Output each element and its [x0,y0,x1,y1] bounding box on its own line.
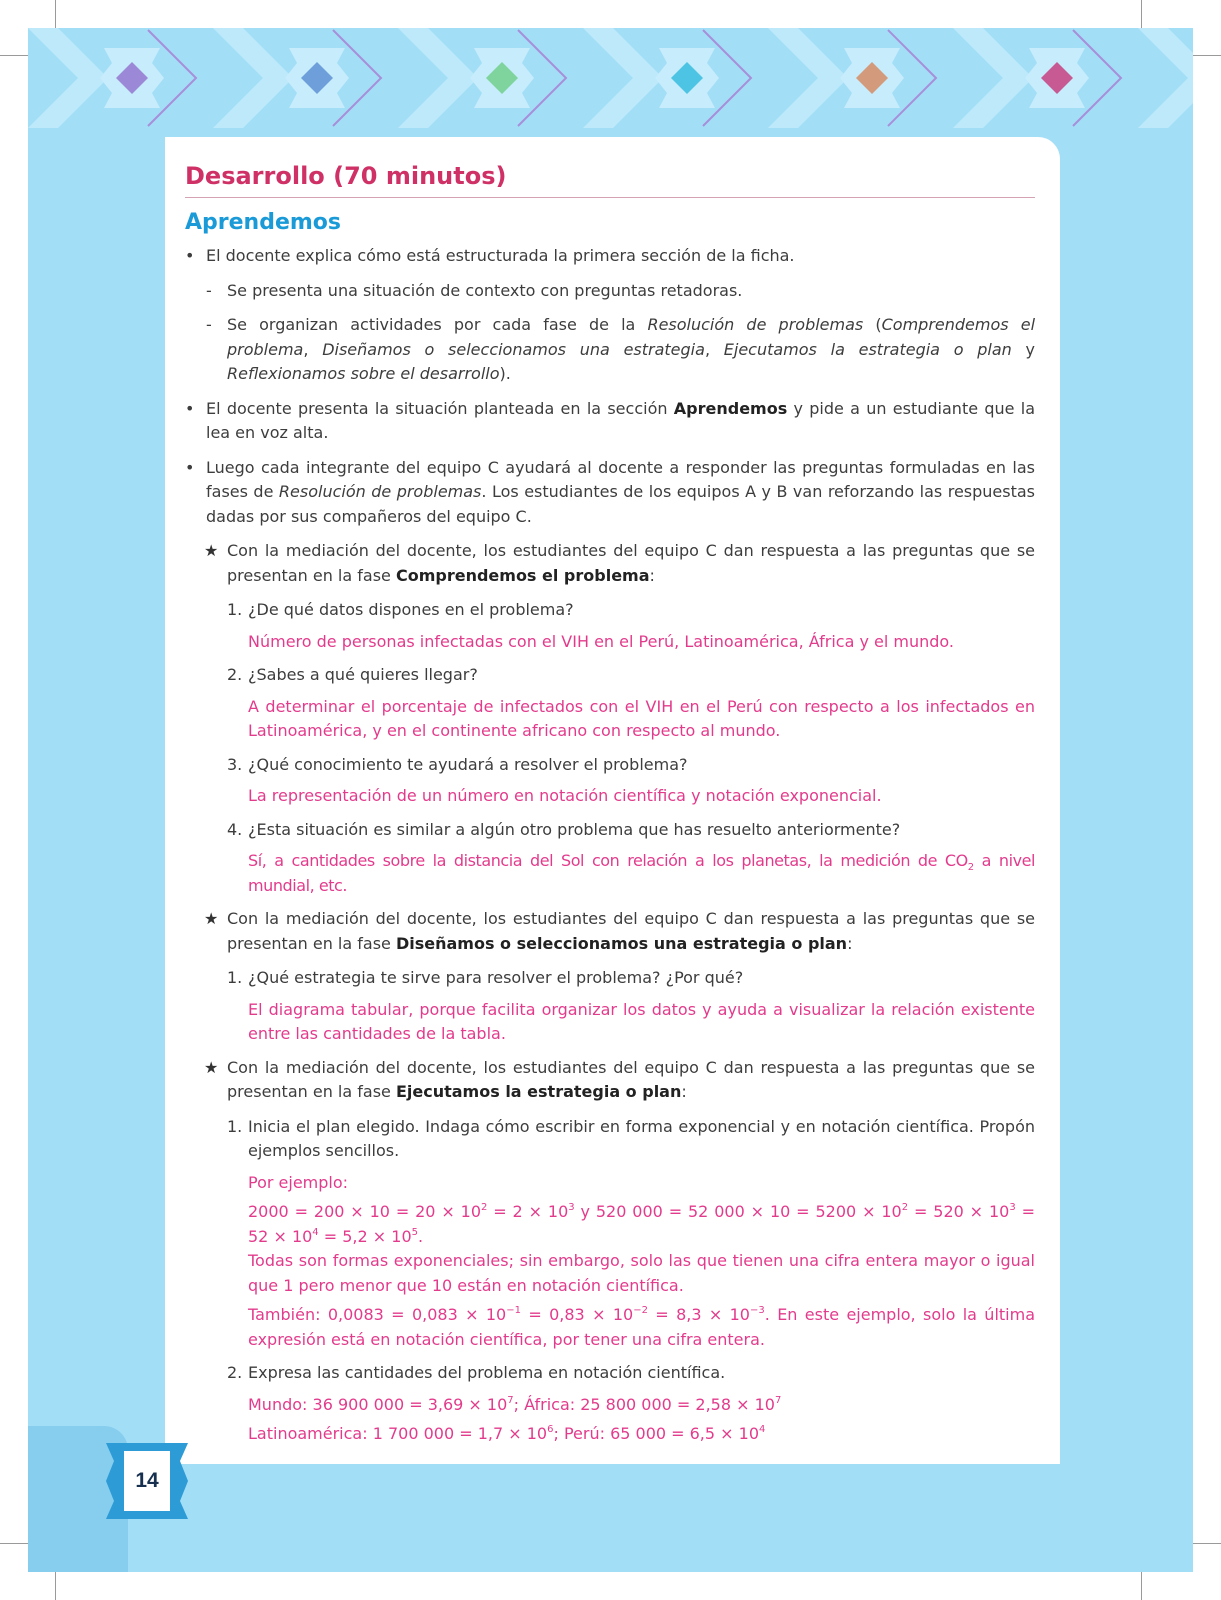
question-item: 1. ¿De qué datos dispones en el problema? [227,600,574,619]
star-item: ★ Con la mediación del docente, los estudiantes del equipo C dan respuesta a las preguntas que se presentan en la fase Ejecutamos la estrategia o plan: [185,1056,1035,1105]
answer-text: La representación de un número en notación científica y notación exponencial. [248,786,882,805]
example-equation: $2000 = 200 \times 10 = 20 \times 10^2 = 2 \times 10^3$ y 520 000 = 52 $000 \times 10 = 5200 \times 10^2 = 520 \times 10^3 = 52 \times 10^4 = 5,2 \times 10^5$. Todas son formas exponenciales; sin embargo, solo las que tienen una cifra entera mayor o igual que 1 pero menor que 10 están en notación científica. [248,1202,1035,1295]
question-item: 1. Inicia el plan elegido. Indaga cómo escribir en forma exponencial y en notación científica. Propón ejemplos sencillos. [227,1116,1035,1160]
result-line: Mundo: 36 900 $000 = 3,69 \times 10^7$; África: 25 800 $000 = 2,58 \times 10^7$ [248,1394,782,1414]
crop-mark [0,55,28,56]
bullet-item: • El docente explica cómo está estructurada la primera sección de la ficha. [185,244,1035,269]
question-item: 4. ¿Esta situación es similar a algún otro problema que has resuelto anteriormente? [227,819,901,839]
crop-mark [55,0,56,28]
question-item: 2. ¿Sabes a qué quieres llegar? [227,665,478,684]
result-line: Latinoamérica: 1 700 $000 = 1,7 \times 10^6$; Perú: 65 $000 = 6,5 \times 10^4$ [248,1424,766,1443]
dash-item: - Se organizan actividades por cada fase de la Resolución de problemas (Comprendemos el problema, Diseñamos o seleccionamos una estrategia, Ejecutamos la estrategia o plan y Reflexionamos sobre el desarrollo). [185,313,1035,387]
star-item: ★ Con la mediación del docente, los estudiantes del equipo C dan respuesta a las preguntas que se presentan en la fase Comprendemos el problema: [185,539,1035,588]
crop-mark [1141,0,1142,28]
crop-mark [1193,1543,1221,1544]
section-title: Aprendemos [185,210,342,235]
bullet-item: • Luego cada integrante del equipo C ayudará al docente a responder las preguntas formuladas en las fases de Resolución de problemas. Los estudiantes de los equipos A y B van reforzando las respuestas dadas por sus compañeros del equipo C. [185,456,1035,530]
example-equation: También: $0,0083 = 0,083 \times 10^{-1} = 0,83 \times 10^{-2} = 8,3 \times 10^{-3}$. En este ejemplo, solo la última expresión está en notación científica, por tener una cifra entera. [248,1305,1036,1349]
answer-text: Sí, a cantidades sobre la distancia del Sol con relación a los planetas, la medición de $CO_2$ a nivel mundial, etc. [248,851,1035,895]
bullet-item: • El docente presenta la situación planteada en la sección Aprendemos y pide a un estudiante que la lea en voz alta. [185,397,1035,446]
answer-text: El diagrama tabular, porque facilita organizar los datos y ayuda a visualizar la relación existente entre las cantidades de la tabla. [248,999,1035,1043]
crop-mark [55,1572,56,1600]
answer-text: Número de personas infectadas con el VIH en el Perú, Latinoamérica, África y el mundo. [248,631,955,651]
example-intro: Por ejemplo: [248,1172,349,1192]
question-item: 1. ¿Qué estrategia te sirve para resolver el problema? ¿Por qué? [227,968,744,987]
page-heading: Desarrollo (70 minutos) [185,158,1035,198]
page-number: 14 [135,1469,159,1492]
lesson-content [185,158,1035,1452]
question-item: 3. ¿Qué conocimiento te ayudará a resolver el problema? [227,754,688,774]
dash-item: - Se presenta una situación de contexto con preguntas retadoras. [185,279,1035,304]
page-number-badge [106,1443,188,1519]
question-item: 2. Expresa las cantidades del problema en notación científica. [227,1363,726,1382]
crop-mark [0,1543,28,1544]
crop-mark [1141,1572,1142,1600]
crop-mark [1193,55,1221,56]
answer-text: A determinar el porcentaje de infectados con el VIH en el Perú con respecto a los infectados en Latinoamérica, y en el continente africano con respecto al mundo. [248,696,1035,740]
star-item: ★ Con la mediación del docente, los estudiantes del equipo C dan respuesta a las preguntas que se presentan en la fase Diseñamos o seleccionamos una estrategia o plan: [185,907,1035,956]
